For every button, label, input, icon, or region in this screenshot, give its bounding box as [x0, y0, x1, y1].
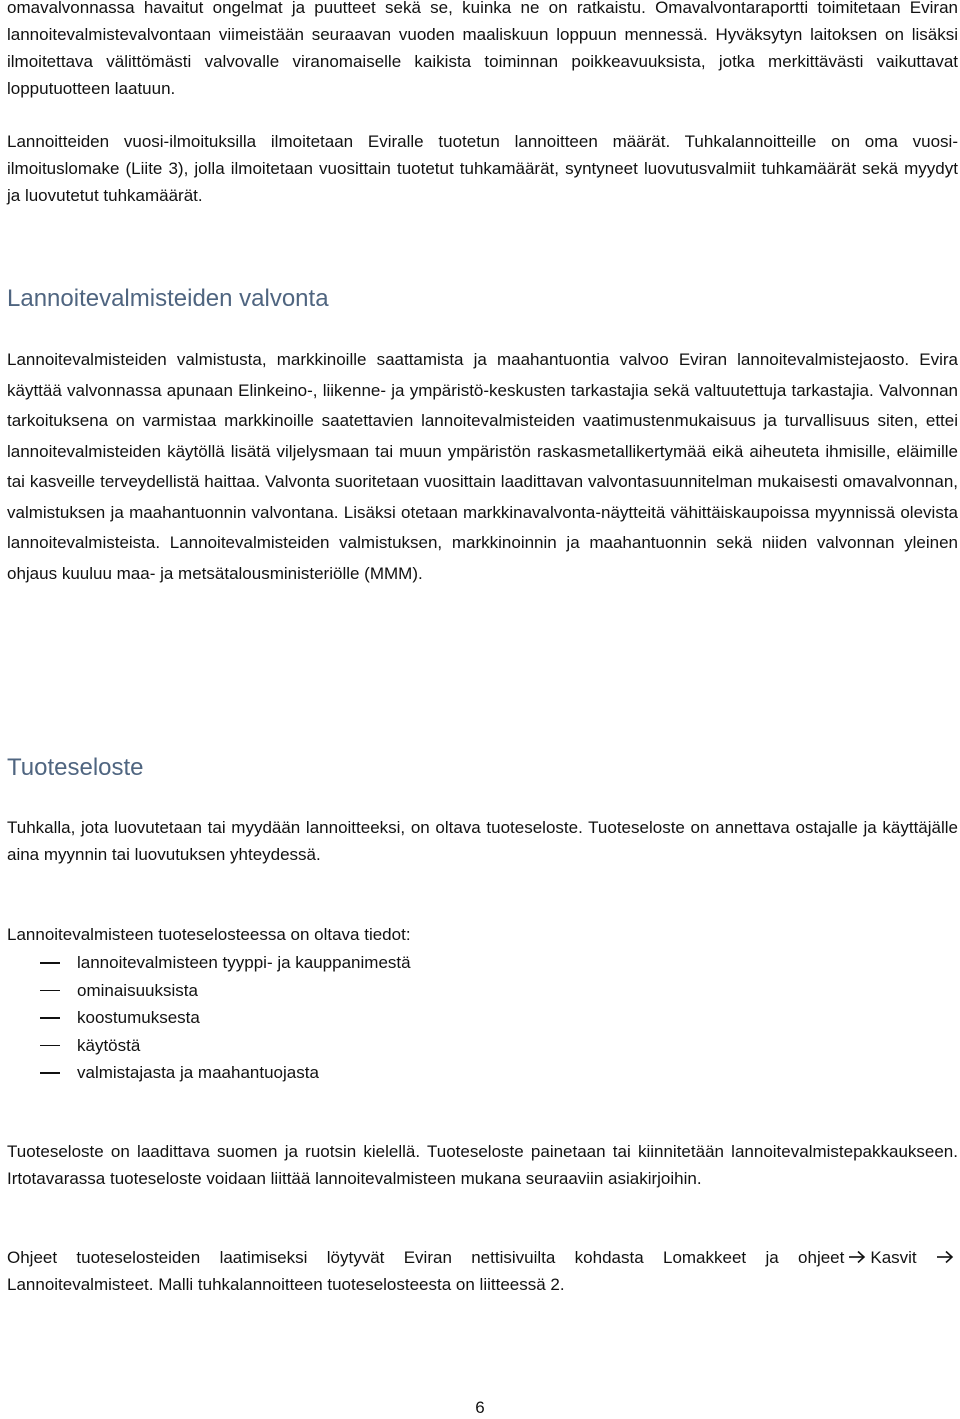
dash-bullet-icon	[40, 962, 60, 964]
paragraph-instructions: Ohjeet tuoteselosteiden laatimiseksi löytyvät Eviran nettisivuilta kohdasta Lomakkeet ja ohjeet Kasvit Lannoitevalmisteet. Malli tuhkalannoitteen tuoteselosteesta on liitteessä 2.	[7, 1245, 958, 1298]
list-intro: Lannoitevalmisteen tuoteselosteessa on oltava tiedot:	[7, 925, 411, 944]
dash-bullet-icon	[40, 1072, 60, 1074]
list-item: valmistajasta ja maahantuojasta	[7, 1059, 958, 1087]
paragraph-tuoteseloste-intro: Tuhkalla, jota luovutetaan tai myydään lannoitteeksi, on oltava tuoteseloste. Tuoteseloste on annettava ostajalle ja käyttäjälle aina myynnin tai luovutuksen yhteydessä.	[7, 818, 958, 864]
right-arrow-icon	[936, 1250, 954, 1264]
dash-bullet-icon	[40, 990, 60, 992]
list-item: käytöstä	[7, 1032, 958, 1060]
dash-bullet-icon	[40, 1017, 60, 1019]
page-number: 6	[475, 1398, 485, 1417]
list-item: lannoitevalmisteen tyyppi- ja kauppanimestä	[7, 949, 958, 977]
tuoteseloste-info-list	[7, 949, 958, 1087]
heading-tuoteseloste: Tuoteseloste	[7, 754, 144, 781]
list-item: koostumuksesta	[7, 1004, 958, 1032]
dash-bullet-icon	[40, 1045, 60, 1047]
list-item: ominaisuuksista	[7, 977, 958, 1005]
paragraph-valvonta: Lannoitevalmisteiden valmistusta, markkinoille saattamista ja maahantuontia valvoo Eviran lannoitevalmistejaosto. Evira käyttää valvonnassa apunaan Elinkeino-, liikenne- ja ympäristö-keskusten tarkastajia sekä valtuutettuja tarkastajia. Valvonnan tarkoituksena on varmistaa markkinoille saatettavien lannoitevalmisteiden vaatimustenmukaisuus ja turvallisuus siten, ettei lannoitevalmisteiden käytöllä lisätä viljelysmaan tai muun ympäristön raskasmetallikertymää eikä aiheuteta ihmisille, eläimille tai kasveille terveydellistä haittaa. Valvonta suoritetaan vuosittain laadittavan valvontasuunnitelman mukaisesti omavalvonnan, valmistuksen ja maahantuonnin valvontana. Lisäksi otetaan markkinavalvonta-näytteitä vähittäiskaupoissa myynnissä olevista lannoitevalmisteista. Lannoitevalmisteiden valmistuksen, markkinoinnin ja maahantuonnin sekä niiden valvonnan yleinen ohjaus kuuluu maa- ja metsätalousministeriölle (MMM).	[7, 350, 958, 583]
paragraph-language-note: Tuoteseloste on laadittava suomen ja ruotsin kielellä. Tuoteseloste painetaan tai kiinnitetään lannoitevalmistepakkaukseen. Irtotavarassa tuoteseloste voidaan liittää lannoitevalmisteen mukana seuraaviin asiakirjoihin.	[7, 1142, 958, 1188]
heading-valvonta: Lannoitevalmisteiden valvonta	[7, 285, 329, 312]
paragraph-omavalvonta: omavalvonnassa havaitut ongelmat ja puutteet sekä se, kuinka ne on ratkaistu. Omavalvontaraportti toimitetaan Eviran lannoitevalmistevalvontaan viimeistään seuraavan vuoden maaliskuun loppuun mennessä. Hyväksytyn laitoksen on lisäksi ilmoitettava välittömästi valvovalle viranomaiselle kaikista toiminnan poikkeavuuksista, jotka merkittävästi vaikuttavat lopputuotteen laatuun.	[7, 0, 958, 98]
right-arrow-icon	[848, 1250, 866, 1264]
paragraph-vuosi-ilmoitukset: Lannoitteiden vuosi-ilmoituksilla ilmoitetaan Eviralle tuotetun lannoitteen määrät. Tuhkalannoitteille on oma vuosi-ilmoituslomake (Liite 3), jolla ilmoitetaan vuosittain tuotetut tuhkamäärät, syntyneet luovutusvalmiit tuhkamäärät sekä myydyt ja luovutetut tuhkamäärät.	[7, 132, 958, 205]
